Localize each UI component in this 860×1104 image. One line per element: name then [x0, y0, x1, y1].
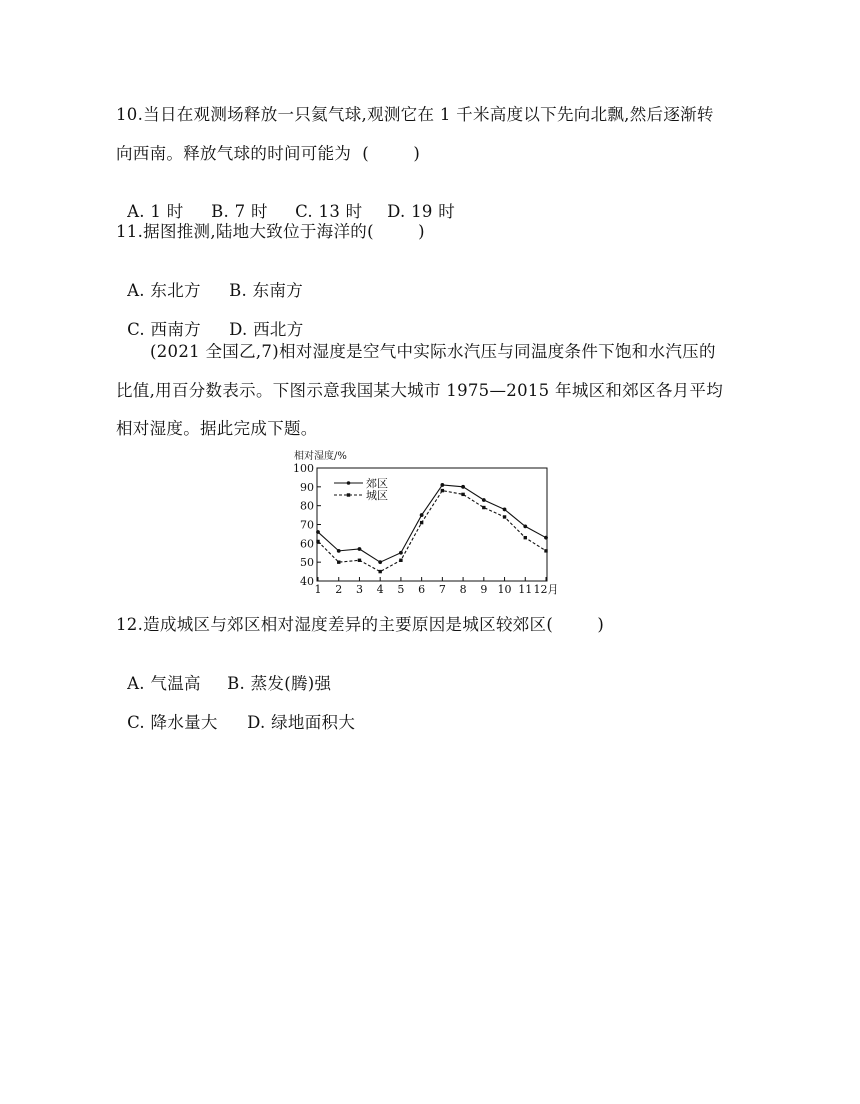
x-tick-label: 5: [397, 583, 405, 596]
question-10-line-1: 10.当日在观测场释放一只氦气球,观测它在 1 千米高度以下先向北飘,然后逐渐转: [116, 105, 714, 124]
q12-option-d: D. 绿地面积大: [247, 713, 356, 732]
q10-option-c: C. 13 时: [295, 202, 363, 221]
q11-option-d: D. 西北方: [229, 320, 304, 339]
x-tick-label: 7: [438, 583, 446, 596]
urban-point: [524, 536, 527, 539]
y-tick-label: 50: [300, 556, 314, 570]
urban-point: [316, 540, 319, 543]
series-line-urban: [318, 491, 546, 572]
suburb-point: [461, 485, 465, 489]
suburb-point: [337, 549, 341, 553]
legend-suburb-label: 郊区: [366, 477, 388, 490]
chart-legend: [334, 477, 388, 502]
urban-point: [482, 506, 485, 509]
question-12-options-row-2: [116, 690, 355, 733]
y-tick-label: 60: [300, 537, 314, 551]
x-tick-label: 9: [480, 583, 488, 596]
suburb-point: [378, 560, 382, 564]
x-tick-label: 3: [355, 583, 363, 596]
x-tick-label: 2: [335, 583, 343, 596]
suburb-point: [420, 513, 424, 517]
urban-point: [358, 559, 361, 562]
x-tick-label: 11: [518, 583, 533, 596]
q10-option-a: A. 1 时: [127, 202, 184, 221]
passage-line-2: 比值,用百分数表示。下图示意我国某大城市 1975—2015 年城区和郊区各月平均: [116, 381, 724, 400]
y-tick-label: 40: [300, 575, 314, 588]
y-tick-label: 100: [293, 462, 314, 475]
suburb-point: [503, 508, 507, 512]
urban-point: [378, 570, 381, 573]
urban-point: [399, 559, 402, 562]
x-tick-label: 4: [376, 583, 384, 596]
q12-option-c: C. 降水量大: [127, 713, 218, 732]
question-10-options: [116, 179, 455, 222]
q11-option-c: C. 西南方: [127, 320, 201, 339]
question-11-options-row-2: [116, 297, 304, 340]
q10-option-b: B. 7 时: [211, 202, 268, 221]
suburb-point: [399, 551, 403, 555]
x-tick-label: 1: [314, 583, 322, 596]
series-layer: [316, 483, 548, 573]
urban-point: [337, 560, 340, 563]
passage-line-3: 相对湿度。据此完成下题。: [116, 419, 318, 438]
question-12-options-row-1: [116, 651, 331, 694]
question-11-options-row-1: [116, 258, 303, 301]
q11-option-b: B. 东南方: [229, 281, 304, 300]
legend-urban-marker: [347, 493, 350, 496]
y-tick-label: 70: [300, 518, 314, 532]
x-axis-ticks: [315, 577, 559, 596]
humidity-line-chart: [290, 448, 580, 596]
suburb-point: [440, 483, 444, 487]
legend-urban-label: 城区: [366, 489, 388, 502]
suburb-point: [316, 530, 320, 534]
urban-point: [503, 515, 506, 518]
urban-point: [441, 489, 444, 492]
suburb-point: [544, 536, 548, 540]
q10-option-d: D. 19 时: [387, 202, 456, 221]
q12-option-a: A. 气温高: [127, 674, 201, 693]
x-tick-label: 8: [459, 583, 467, 596]
question-10-line-2: 向西南。释放气球的时间可能为 ( ): [116, 144, 421, 163]
q11-option-a: A. 东北方: [127, 281, 201, 300]
chart-y-axis-label: 相对湿度/%: [294, 451, 347, 462]
legend-suburb-marker: [347, 481, 351, 485]
urban-point: [420, 521, 423, 524]
x-tick-label: 6: [418, 583, 426, 596]
suburb-point: [482, 498, 486, 502]
urban-point: [461, 493, 464, 496]
x-tick-label: 10: [497, 583, 512, 596]
q12-option-b: B. 蒸发(腾)强: [227, 674, 332, 693]
x-tick-label: 12月: [533, 583, 559, 596]
question-12-stem: 12.造成城区与郊区相对湿度差异的主要原因是城区较郊区( ): [116, 615, 605, 634]
suburb-point: [358, 547, 362, 551]
passage-line-1: (2021 全国乙,7)相对湿度是空气中实际水汽压与同温度条件下饱和水汽压的: [150, 342, 716, 361]
urban-point: [544, 549, 547, 552]
y-tick-label: 90: [300, 480, 314, 494]
question-11-stem: 11.据图推测,陆地大致位于海洋的( ): [116, 222, 425, 241]
y-tick-label: 80: [300, 499, 314, 513]
suburb-point: [523, 524, 527, 528]
